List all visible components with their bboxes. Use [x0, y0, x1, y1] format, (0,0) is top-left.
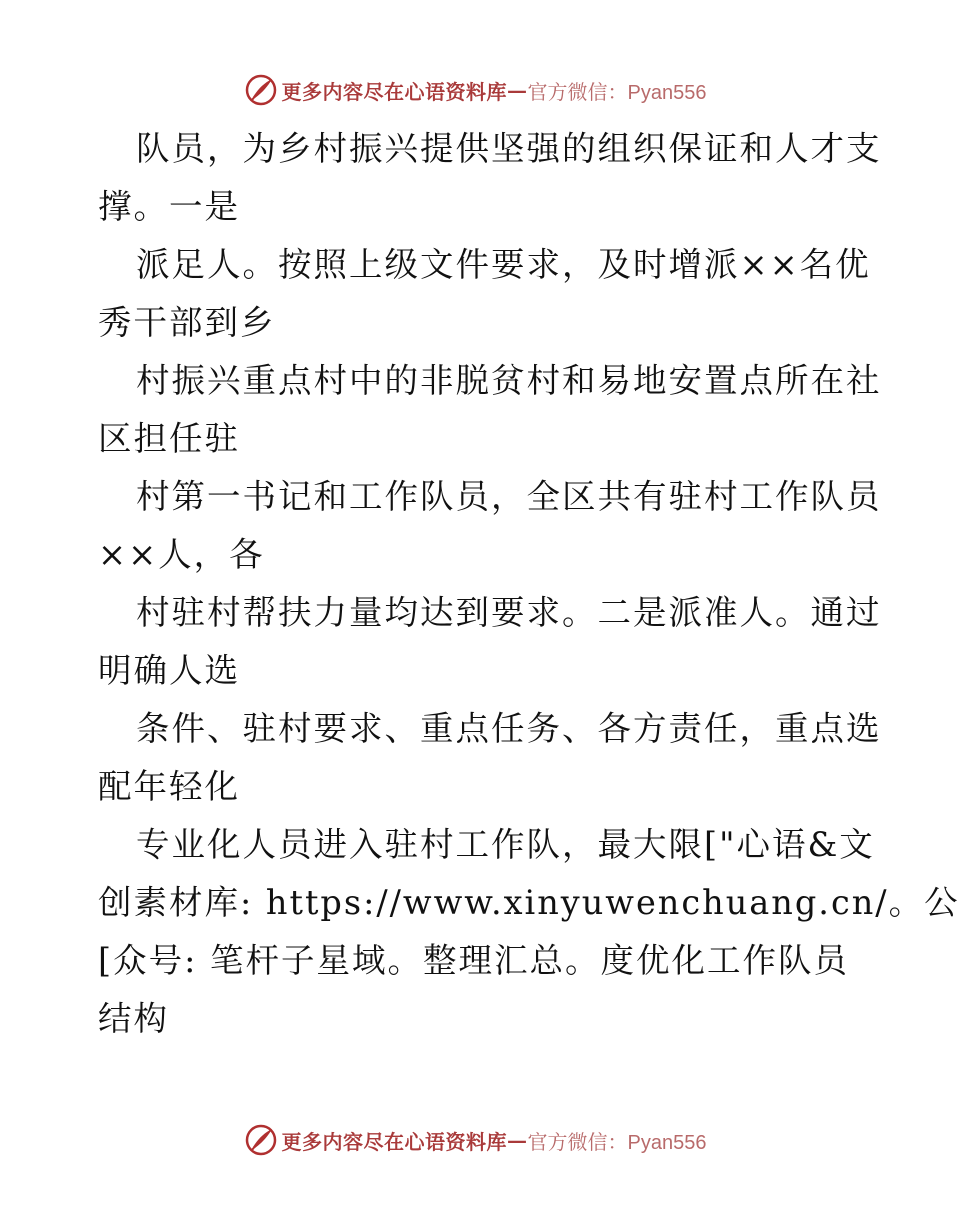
- text-line: 派足人。按照上级文件要求，及时增派××名优: [136, 245, 871, 284]
- text-line: ××人，各: [98, 535, 265, 574]
- text-line: 村驻村帮扶力量均达到要求。二是派准人。通过: [136, 593, 882, 632]
- quill-logo-icon: [244, 1123, 278, 1157]
- banner-dash: —: [507, 1128, 528, 1152]
- text-line: 配年轻化: [98, 767, 240, 806]
- banner-dash: —: [507, 78, 528, 102]
- footer-watermark-banner: [0, 1120, 950, 1160]
- banner-wechat-text: 官方微信：Pyan556: [527, 1131, 707, 1154]
- document-body: [98, 120, 960, 1048]
- header-watermark-banner: [0, 70, 950, 110]
- quill-logo-icon: [244, 73, 278, 107]
- text-line: [众号: 笔杆子星域。整理汇总。度优化工作队员: [98, 941, 850, 980]
- text-line: 区担任驻: [98, 419, 240, 458]
- text-line: 专业化人员进入驻村工作队，最大限["心语&文: [136, 825, 875, 864]
- text-line: 村振兴重点村中的非脱贫村和易地安置点所在社: [136, 361, 882, 400]
- banner-site-text: 更多内容尽在心语资料库: [281, 79, 508, 104]
- text-line: 村第一书记和工作队员，全区共有驻村工作队员: [136, 477, 882, 516]
- text-line: 条件、驻村要求、重点任务、各方责任，重点选: [136, 709, 882, 748]
- text-line: 秀干部到乡: [98, 303, 276, 342]
- text-line: 明确人选: [98, 651, 240, 690]
- banner-site-text: 更多内容尽在心语资料库: [281, 1129, 508, 1154]
- banner-wechat-text: 官方微信：Pyan556: [527, 81, 707, 104]
- text-line: 创素材库: https://www.xinyuwenchuang.cn/。公: [98, 883, 960, 922]
- text-line: 结构: [98, 999, 169, 1038]
- text-line: 队员，为乡村振兴提供坚强的组织保证和人才支: [136, 129, 882, 168]
- text-line: 撑。一是: [98, 187, 240, 226]
